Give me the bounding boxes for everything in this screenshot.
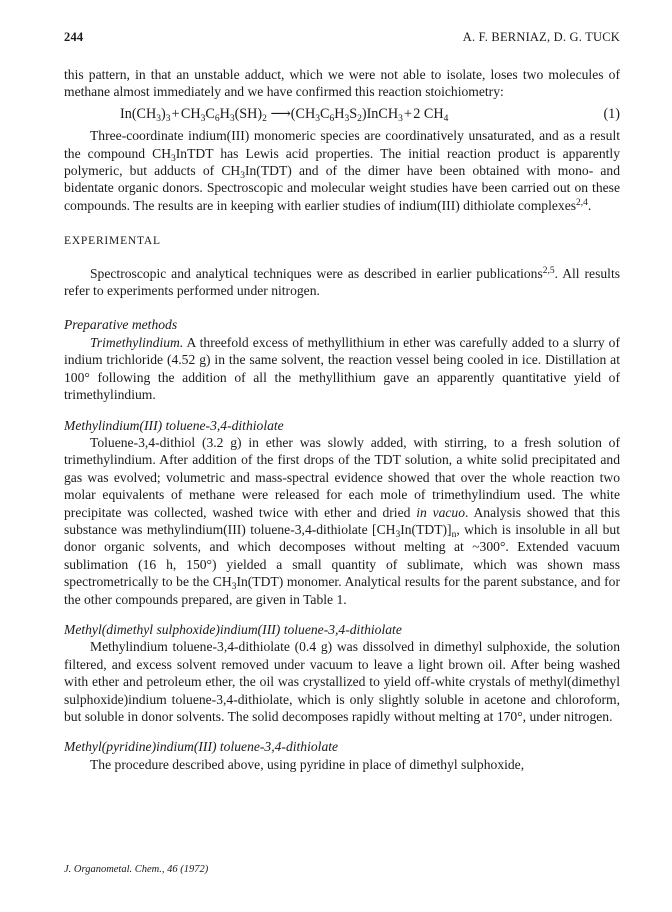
section-heading-experimental: EXPERIMENTAL bbox=[64, 235, 161, 248]
subsection-heading-preparative: Preparative methods bbox=[64, 317, 178, 333]
pyridine-paragraph: The procedure described above, using pyridine in place of dimethyl sulphoxide, bbox=[90, 756, 525, 772]
article-body bbox=[64, 66, 620, 773]
trimethylindium-paragraph: Trimethylindium. A threefold excess of methyllithium in ether was carefully added to a slurry of indium trichloride (4.52 g) in the same solvent, the reaction vessel being cooled in ice. Distillation at 100° following the addition of all the methyllithium gave an apparently quantitative yield of trimethylindium. bbox=[64, 334, 620, 403]
methylindium-paragraph: Toluene-3,4-dithiol (3.2 g) in ether was slowly added, with stirring, to a fresh solution of trimethylindium. After addition of the first drops of the TDT solution, a white solid precipitated and gas was evolved; volumetric and mass-spectral evidence showed that over the whole reaction two molar equivalents of methane were released for each mole of trimethylindium used. The white precipitate was collected, washed twice with ether and dried in vacuo. Analysis showed that this substance was methylindium(III) toluene-3,4-dithiolate $[CH_3In(TDT)]_n$, which is insoluble in all but donor organic solvents, and which decomposes without melting at ~300°. Extended vacuum sublimation (16 h, 150°) yielded a small quantity of sublimate, which was shown mass spectrometrically to be the $CH_3In(TDT)$ monomer. Analytical results for the parent substance, and for the other compounds prepared, are given in Table 1. bbox=[64, 434, 620, 607]
running-header bbox=[64, 30, 620, 45]
equation-number: (1) bbox=[603, 105, 620, 122]
reference-superscript: 2,5 bbox=[542, 265, 555, 276]
journal-citation-footer: J. Organometal. Chem., 46 (1972) bbox=[64, 864, 209, 875]
intro-paragraph-1: this pattern, in that an unstable adduct, which we were not able to isolate, loses two molecules of methane almost immediately and we have confirmed this reaction stoichiometry: bbox=[64, 67, 620, 100]
subsection-heading-dmso: Methyl(dimethyl sulphoxide)indium(III) toluene-3,4-dithiolate bbox=[64, 621, 402, 637]
running-authors: A. F. BERNIAZ, D. G. TUCK bbox=[462, 30, 620, 44]
subsection-heading-pyridine: Methyl(pyridine)indium(III) toluene-3,4-dithiolate bbox=[64, 739, 339, 755]
page-number: 244 bbox=[64, 30, 84, 44]
trimethylindium-title: Trimethylindium. bbox=[90, 334, 184, 350]
subsection-heading-methylindium: Methylindium(III) toluene-3,4-dithiolate bbox=[64, 417, 284, 433]
reference-superscript: 2,4 bbox=[576, 197, 588, 208]
intro-paragraph-2: Three-coordinate indium(III) monomeric species are coordinatively unsaturated, and as a result the compound $CH_3InTDT$ has Lewis acid properties. The initial reaction product is apparently polymeric, but adducts of $CH_3In(TDT)$ and of the dimer have been obtained with mono- and bidentate organic donors. Spectroscopic and molecular weight studies have been carried out on these compounds. The results are in keeping with earlier studies of indium(III) dithiolate complexes$^{2,4}$. bbox=[64, 128, 620, 213]
experimental-paragraph: Spectroscopic and analytical techniques were as described in earlier publications$^{2,5}$. All results refer to experiments performed under nitrogen. bbox=[64, 265, 621, 299]
equation-expression: $In(CH_3)_3$ + $CH_3C_6H_3(SH)_2$ $⟶(CH_3C_6H_3S_2)InCH_3$ + 2 $CH_4$ bbox=[120, 105, 449, 124]
dmso-paragraph: Methylindium toluene-3,4-dithiolate (0.4 g) was dissolved in dimethyl sulphoxide, the solution filtered, and excess solvent removed under vacuum to leave a light brown oil. After being washed with ether and petroleum ether, the oil was crystallized to yield off-white crystals of methyl(dimethyl sulphoxide)indium toluene-3,4-dithiolate, which is only slightly soluble in acetone and chloroform, but soluble in donor solvents. The solid decomposes rapidly without melting at 170°, under nitrogen. bbox=[64, 639, 620, 724]
equation-1 bbox=[64, 106, 620, 123]
